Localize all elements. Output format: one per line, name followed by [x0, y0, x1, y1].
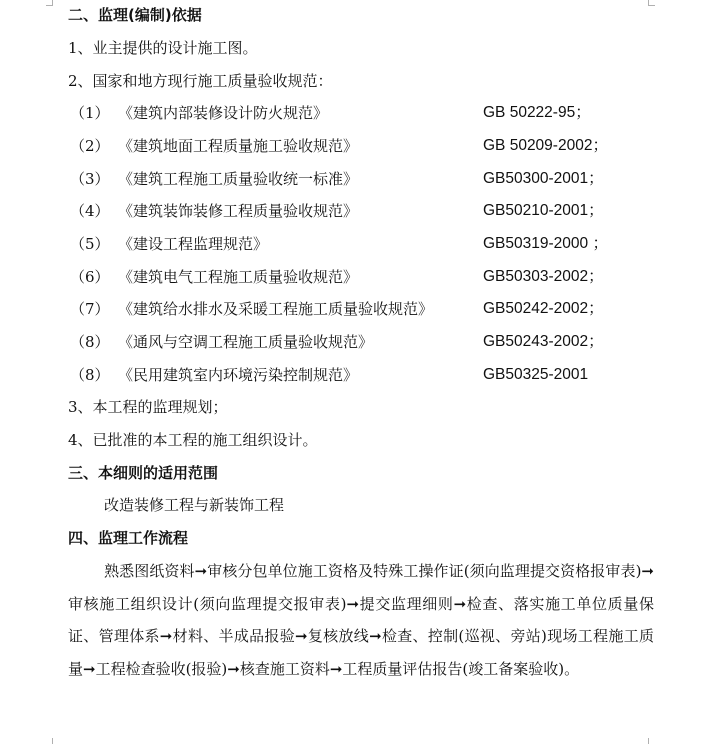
- standard-name: 《建筑装饰装修工程质量验收规范》: [118, 202, 359, 220]
- section4-body-paragraph: [68, 555, 654, 685]
- section4-body-text: 熟悉图纸资料➞审核分包单位施工资格及特殊工操作证(须向监理提交资格报审表)➞审核施工组织设计(须向监理提交报审表)➞提交监理细则➞检查、落实施工单位质量保证、管理体系➞材料、半成品报验➞复核放线➞检查、控制(巡视、旁站)现场工程施工质量➞工程检查验收(报验)➞核查施工资料➞工程质量评估报告(竣工备案验收)。: [68, 562, 654, 678]
- standard-name: 《通风与空调工程施工质量验收规范》: [118, 333, 374, 351]
- standard-num: （8）: [70, 366, 110, 384]
- standard-num: （6）: [70, 268, 110, 286]
- standard-num: （8）: [70, 333, 110, 351]
- standard-code: GB50303-2002；: [483, 268, 604, 285]
- standard-code: GB 50222-95；: [483, 104, 591, 121]
- standard-name: 《民用建筑室内环境污染控制规范》: [118, 366, 359, 384]
- section2-item3: 3、本工程的监理规划；: [68, 398, 228, 416]
- crop-mark-top-right-h: [648, 5, 655, 6]
- standard-num: （2）: [70, 137, 110, 155]
- standard-name: 《建设工程监理规范》: [118, 235, 269, 253]
- standard-code: GB50242-2002；: [483, 300, 604, 317]
- section3-body: 改造装修工程与新装饰工程: [104, 496, 285, 514]
- section2-item1: 1、业主提供的设计施工图。: [68, 39, 258, 57]
- standard-num: （4）: [70, 202, 110, 220]
- standard-name: 《建筑地面工程质量施工验收规范》: [118, 137, 359, 155]
- standard-code: GB50210-2001；: [483, 202, 604, 219]
- standard-code: GB50325-2001: [483, 366, 589, 383]
- standard-num: （3）: [70, 170, 110, 188]
- standard-code: GB50319-2000 ；: [483, 235, 608, 252]
- section2-item4: 4、已批准的本工程的施工组织设计。: [68, 431, 318, 449]
- standard-name: 《建筑电气工程施工质量验收规范》: [118, 268, 359, 286]
- crop-mark-top-left-h: [46, 5, 53, 6]
- standard-num: （5）: [70, 235, 110, 253]
- standard-code: GB50243-2002；: [483, 333, 604, 350]
- standard-code: GB 50209-2002；: [483, 137, 608, 154]
- standard-code: GB50300-2001；: [483, 170, 604, 187]
- section4-heading: 四、监理工作流程: [68, 529, 189, 547]
- crop-mark-bottom-left: [52, 738, 53, 744]
- crop-mark-bottom-right: [648, 738, 649, 744]
- section2-item2: 2、国家和地方现行施工质量验收规范：: [68, 72, 333, 90]
- standard-num: （7）: [70, 300, 110, 318]
- standard-name: 《建筑工程施工质量验收统一标准》: [118, 170, 359, 188]
- standard-num: （1）: [70, 104, 110, 122]
- section2-heading: 二、监理(编制)依据: [68, 6, 202, 24]
- standard-name: 《建筑内部装修设计防火规范》: [118, 104, 329, 122]
- standard-name: 《建筑给水排水及采暖工程施工质量验收规范》: [118, 300, 434, 318]
- section3-heading: 三、本细则的适用范围: [68, 464, 219, 482]
